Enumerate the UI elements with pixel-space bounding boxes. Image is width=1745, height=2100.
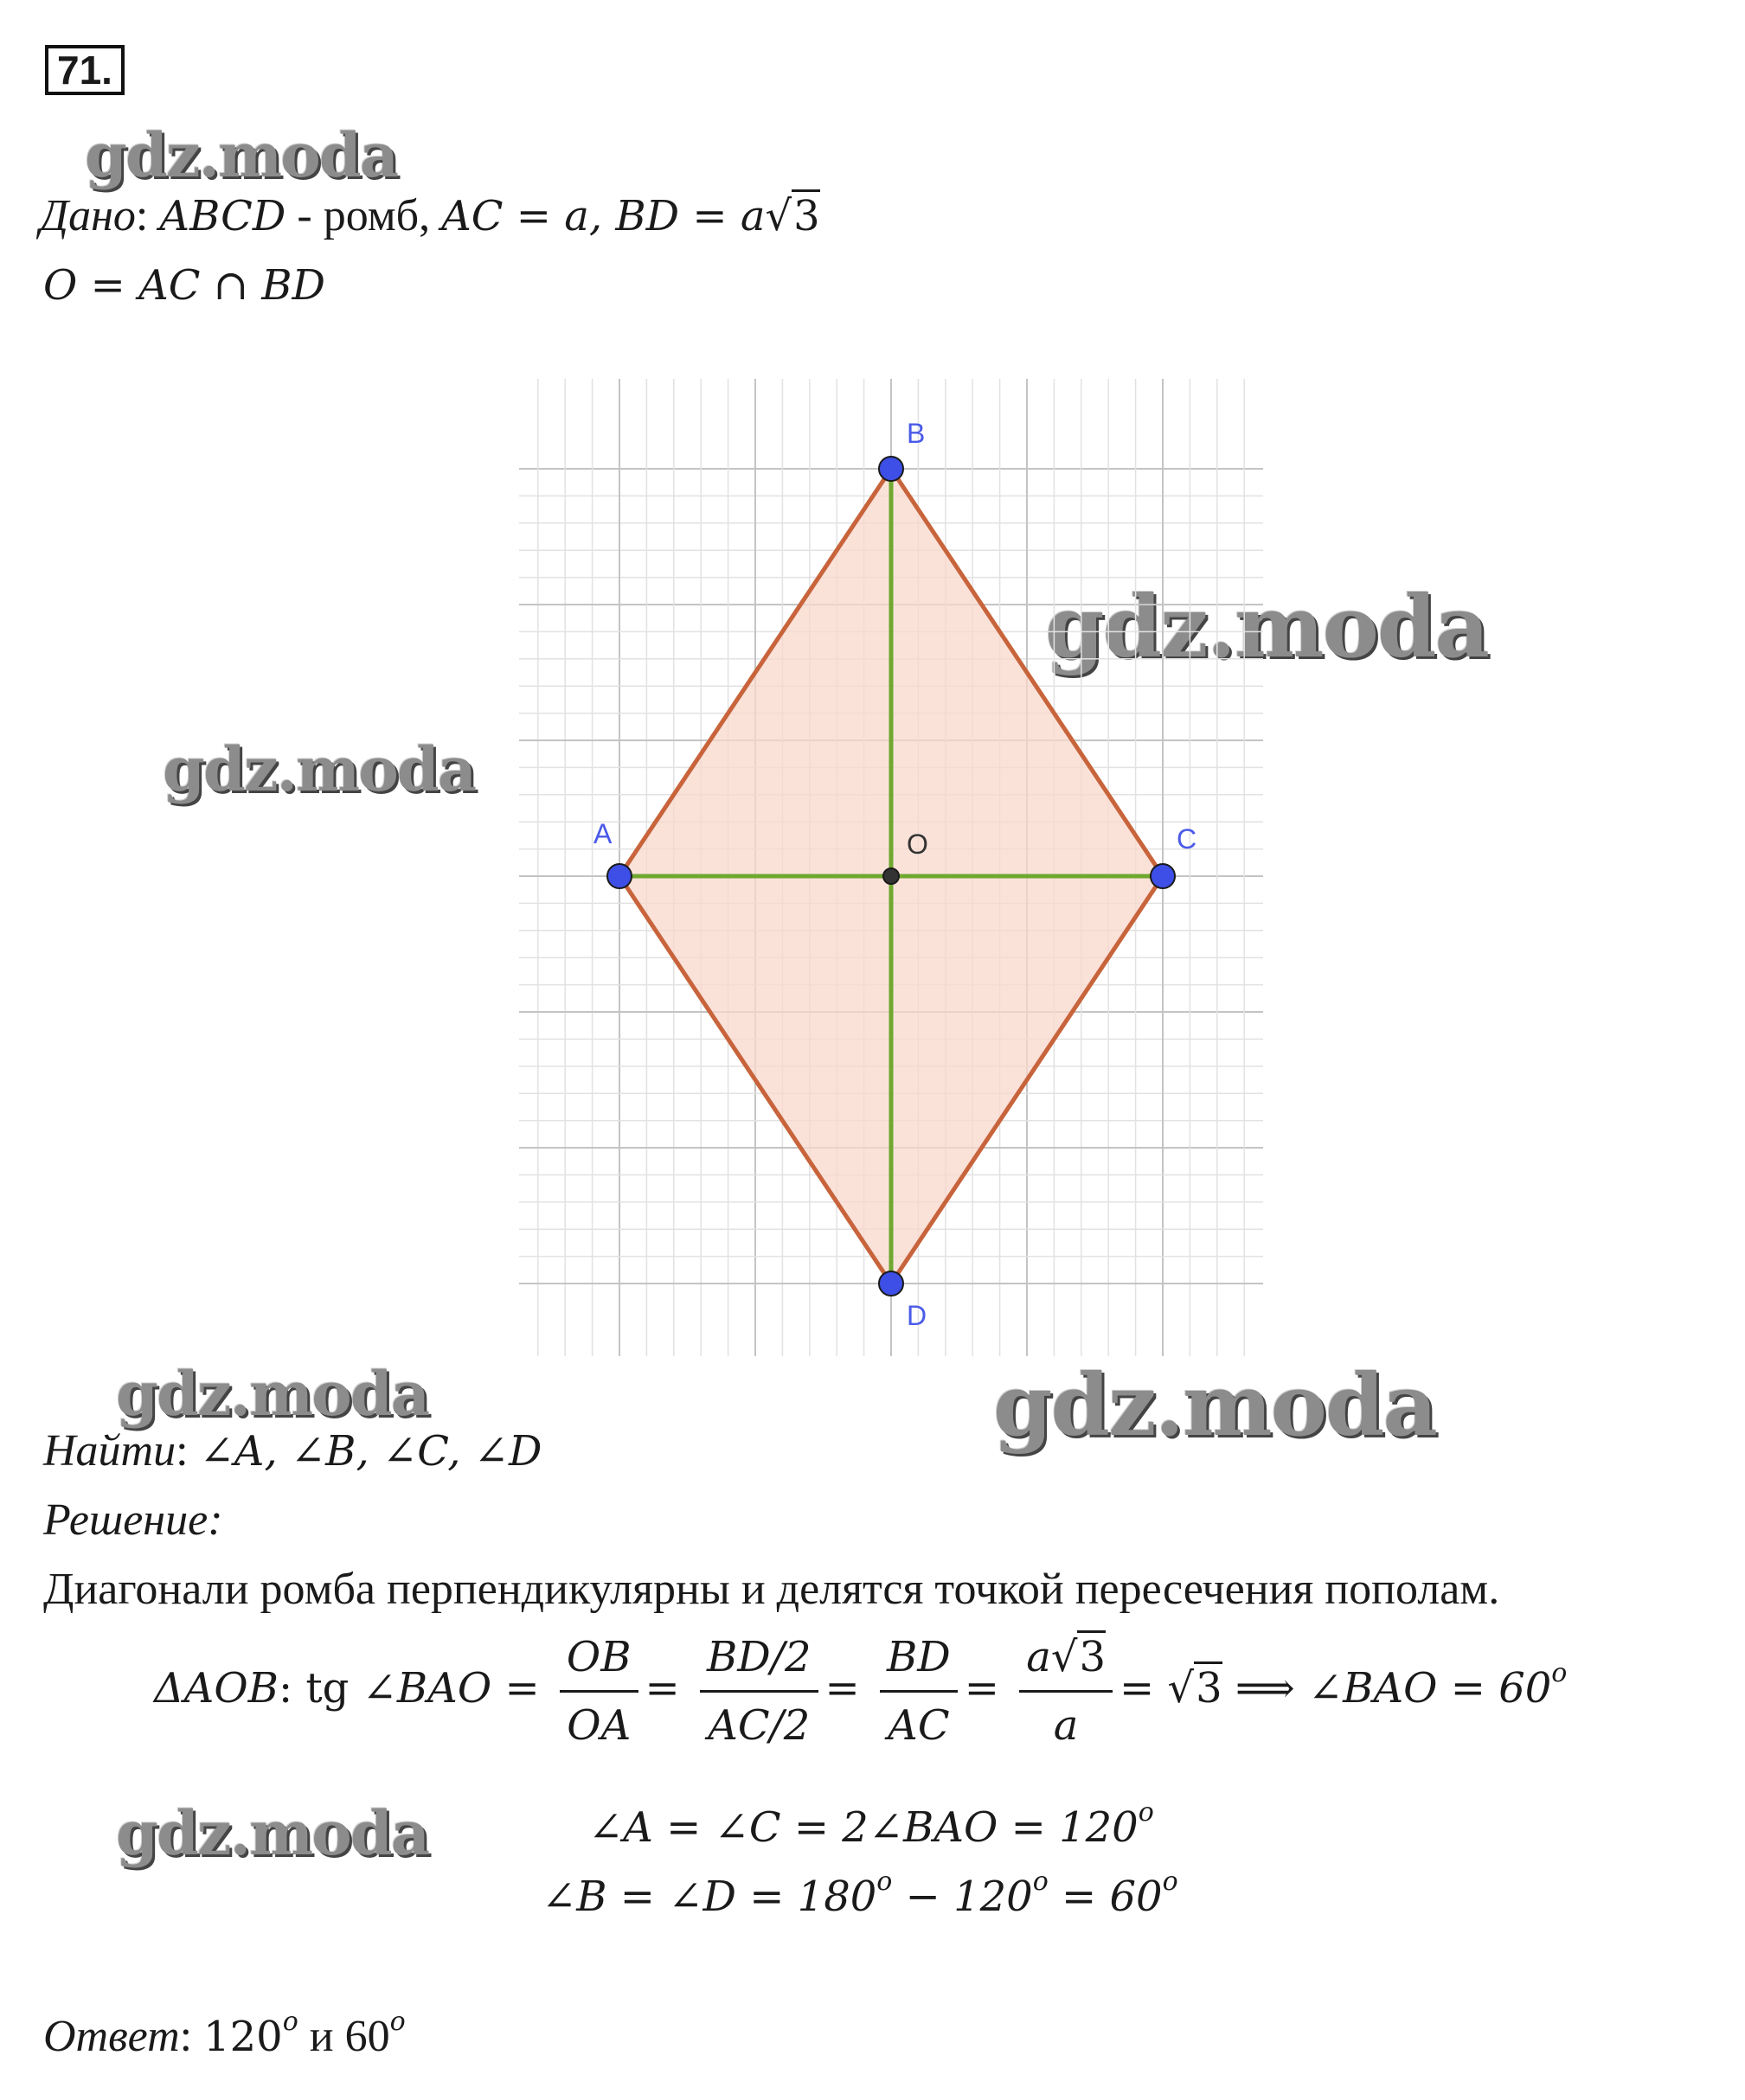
given-label: Дано [40, 191, 136, 240]
given-root: 3 [792, 189, 820, 240]
given-diagonals: AC = a, BD = a [441, 192, 766, 240]
rhombus-figure [519, 379, 1263, 1356]
result-root: 3 [1194, 1661, 1222, 1713]
point-b [879, 457, 903, 481]
answer-value-2: и 60 [298, 2012, 390, 2061]
angle-bao: ∠BAO = [362, 1664, 540, 1713]
point-a [607, 864, 632, 888]
answer-value-1: 120 [203, 2013, 283, 2061]
point-o [883, 868, 899, 884]
point-label-o: O [907, 829, 928, 860]
tangent-equation: ΔAOB: tg ∠BAO = $\frac{OB}{OA}$ = $\frac{BD/2}{AC/2}$ = $\frac{BD}{AC}$ = $\frac{a√3}{a}$ = √3 ⟹ ∠BAO = $60^o$ [154, 1624, 1567, 1758]
point-c [1151, 864, 1175, 888]
fraction-bd-ac: $\frac{BD}{AC}$ [880, 1624, 958, 1758]
given-line-1: Дано: ABCD - ромб, AC = a, BD = a√3 [40, 191, 820, 240]
watermark: gdz.moda [993, 1356, 1436, 1456]
point-d [879, 1271, 903, 1296]
answer-line: Ответ: 120$^o$ и 60$^o$ [43, 2007, 406, 2061]
solution-statement: Диагонали ромба перпендикулярны и делятся точкой пересечения пополам. [43, 1565, 1500, 1614]
given-text: - ромб, [285, 191, 442, 240]
solution-label: Решение: [43, 1495, 223, 1545]
watermark: gdz.moda [116, 1358, 429, 1430]
find-value: ∠A, ∠B, ∠C, ∠D [199, 1427, 542, 1476]
find-label: Найти [43, 1426, 176, 1476]
answer-label: Ответ [43, 2012, 180, 2061]
point-label-d: D [907, 1300, 927, 1331]
point-label-a: A [593, 818, 613, 849]
point-label-c: C [1177, 823, 1197, 855]
watermark: gdz.moda [163, 733, 476, 805]
point-label-b: B [907, 418, 926, 449]
result-tail: ⟹ ∠BAO = 60 [1235, 1664, 1552, 1713]
find-line: Найти: ∠A, ∠B, ∠C, ∠D [43, 1426, 542, 1476]
fraction-a-root3-a: $\frac{a√3}{a}$ [1019, 1624, 1113, 1758]
watermark: gdz.moda [116, 1797, 429, 1869]
watermark: gdz.moda [85, 119, 398, 191]
given-line-2: O = AC ∩ BD [43, 261, 325, 310]
problem-number: 71. [45, 45, 125, 95]
fraction-half-diagonals: $\frac{BD/2}{AC/2}$ [700, 1624, 818, 1758]
given-figure: ABCD [159, 192, 286, 240]
angles-a-c: ∠A = ∠C = 2∠BAO = $120^o$ [588, 1797, 1154, 1852]
fraction-ob-oa: $\frac{OB}{OA}$ [560, 1624, 638, 1758]
angles-b-d: ∠B = ∠D = $180^o - 120^o = 60^o$ [542, 1866, 1178, 1921]
watermark: gdz.moda [1045, 578, 1488, 677]
triangle-name: ΔAOB [154, 1664, 279, 1713]
tg-label: tg [305, 1664, 350, 1713]
